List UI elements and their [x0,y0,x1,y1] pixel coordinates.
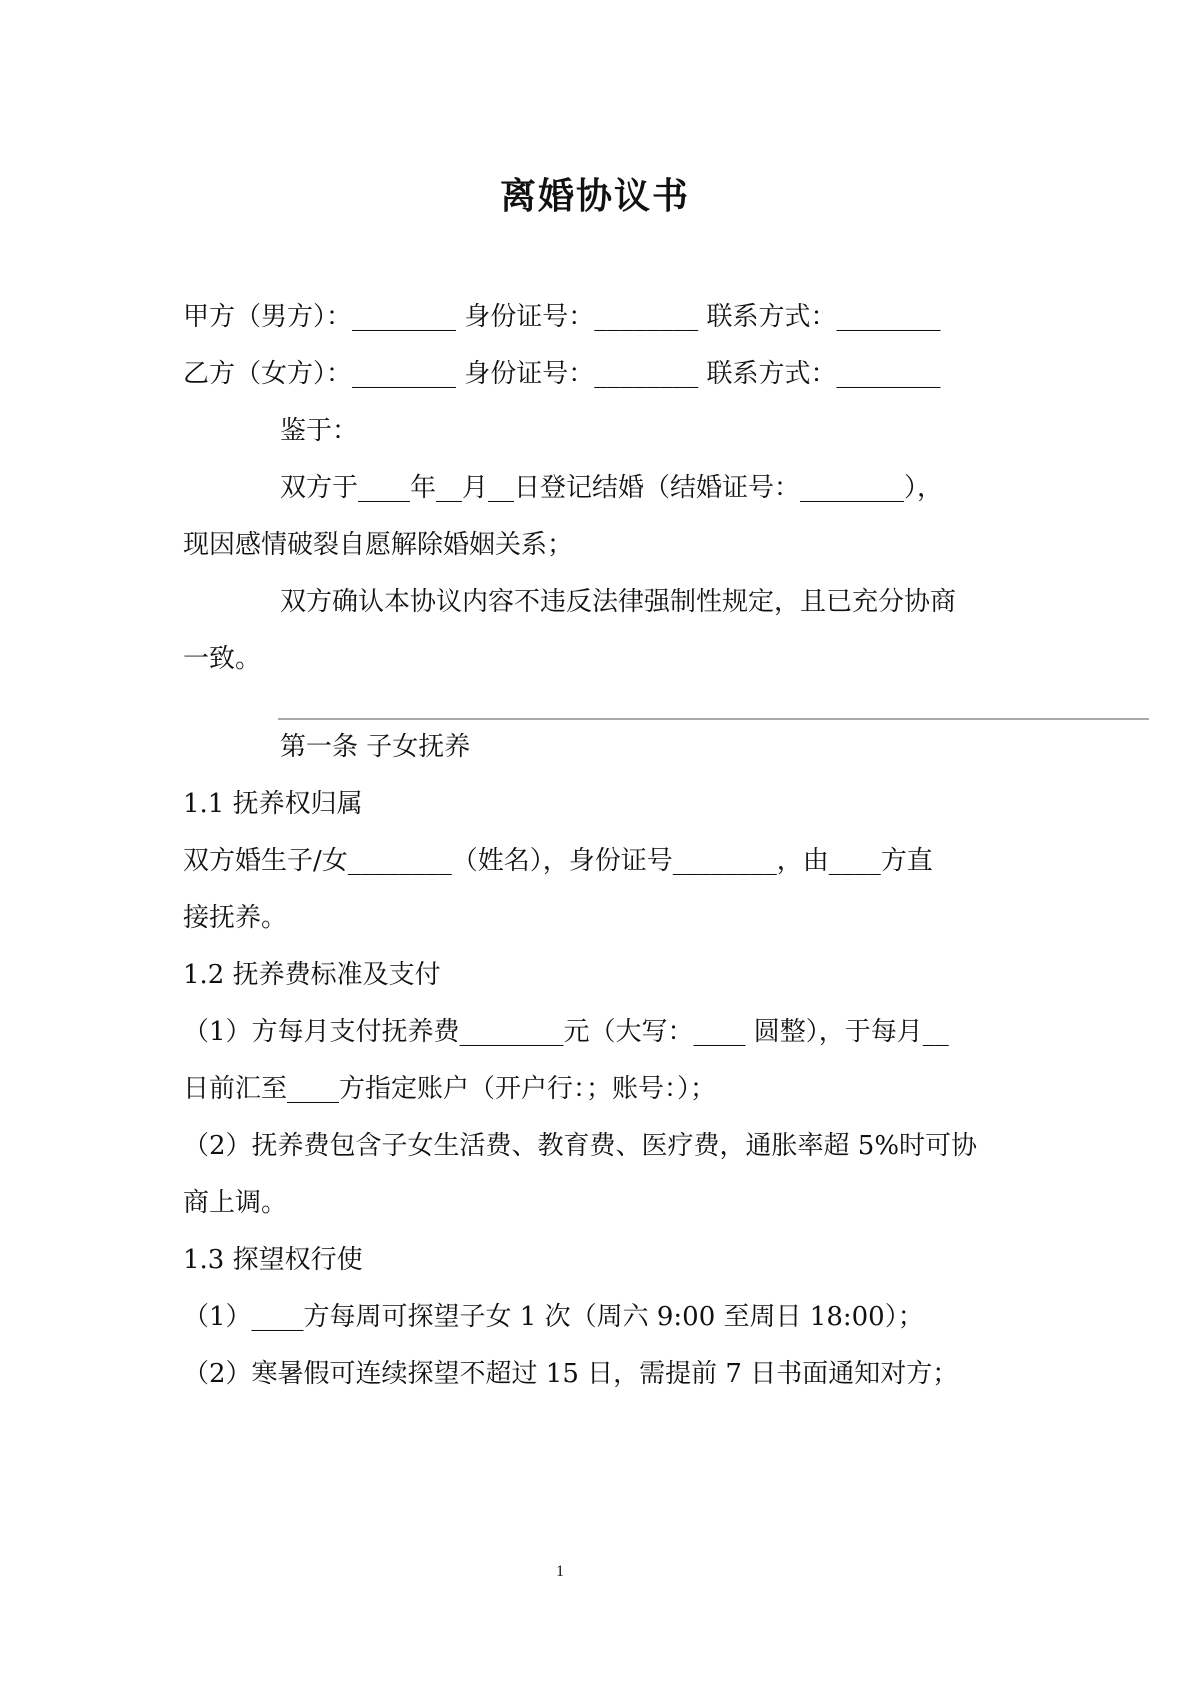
marriage-date-line: 双方于____年__月__日登记结婚（结婚证号：________）， [280,473,944,503]
section-divider [278,718,1149,720]
visitation-holiday-line: （2）寒暑假可连续探望不超过 15 日，需提前 7 日书面通知对方； [183,1359,959,1389]
marriage-reason-line: 现因感情破裂自愿解除婚姻关系； [183,530,574,560]
article-1-heading: 第一条 子女抚养 [280,732,471,762]
support-payment-line-end: 日前汇至____方指定账户（开户行：；账号：）； [183,1074,717,1104]
visitation-weekly-line: （1）____方每周可探望子女 1 次（周六 9:00 至周日 18:00）； [183,1302,924,1332]
whereas-heading: 鉴于： [280,416,359,446]
clause-1-3-heading: 1.3 探望权行使 [183,1245,363,1275]
party-a-line: 甲方（男方）：________ 身份证号：________ 联系方式：________ [183,302,941,332]
support-scope-line-end: 商上调。 [183,1188,288,1218]
support-scope-line: （2）抚养费包含子女生活费、教育费、医疗费，通胀率超 5%时可协 [183,1131,978,1161]
confirmation-line: 双方确认本协议内容不违反法律强制性规定，且已充分协商 [280,587,957,617]
clause-1-2-heading: 1.2 抚养费标准及支付 [183,960,441,990]
confirmation-line-end: 一致。 [183,644,262,674]
support-payment-line: （1）方每月支付抚养费________元（大写：____ 圆整），于每月__ [183,1017,949,1047]
document-title: 离婚协议书 [499,175,690,217]
party-b-line: 乙方（女方）：________ 身份证号：________ 联系方式：________ [183,359,941,389]
page-number: 1 [556,1563,564,1580]
custody-line: 双方婚生子/女________（姓名），身份证号________，由____方直 [183,846,933,876]
custody-line-end: 接抚养。 [183,903,288,933]
clause-1-1-heading: 1.1 抚养权归属 [183,789,363,819]
